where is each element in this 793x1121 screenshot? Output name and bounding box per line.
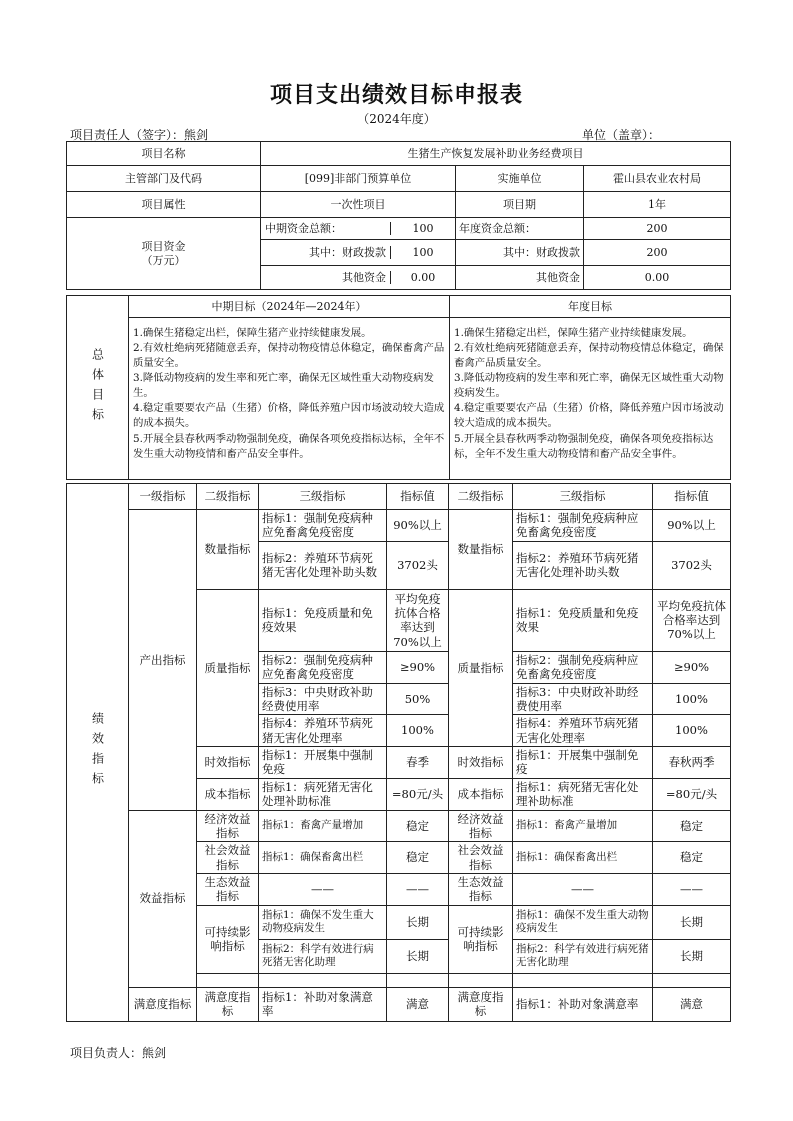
eco-r: ——: [513, 874, 653, 906]
funds-label-cell: [67, 218, 261, 290]
project-name-2: 生猪生产恢复发展补助业务经费项目: [261, 142, 731, 166]
dept-value-2: [099]非部门预算单位: [261, 166, 456, 192]
eco-rv: ——: [653, 874, 731, 906]
mid-fiscal-label: 其中：财政拨款: [309, 245, 386, 259]
eco-lv: ——: [387, 874, 449, 906]
year-goal-header: 年度目标: [450, 296, 731, 318]
su1-r: 指标1：确保不发生重大动物疫病发生: [513, 905, 653, 939]
ql3-rv: 100%: [653, 683, 731, 715]
sustain-label-l: 可持续影响指标: [197, 905, 259, 973]
year-fiscal: 200: [584, 240, 731, 266]
project-leader: 项目负责人：熊剑: [70, 1046, 167, 1060]
sustain-label-r: 可持续影响指标: [449, 905, 513, 973]
info-table-2: [66, 141, 731, 290]
timeliness-label-r: 时效指标: [449, 747, 513, 779]
t1-l: 指标1：开展集中强制免疫: [259, 747, 387, 779]
s1-rv: 稳定: [653, 842, 731, 874]
ql3-r: 指标3：中央财政补助经费使用率: [513, 683, 653, 715]
economic-label-l: 经济效益指标: [197, 810, 259, 842]
eco-l: ——: [259, 874, 387, 906]
project-name-label-2: 项目名称: [67, 142, 261, 166]
quantity-label-r: 数量指标: [449, 510, 513, 590]
cost-label-r: 成本指标: [449, 778, 513, 810]
c1-lv: =80元/头: [387, 778, 449, 810]
ql1-r: 指标1：免疫质量和免疫效果: [513, 589, 653, 651]
q1-rv: 90%以上: [653, 510, 731, 542]
q1-lv: 90%以上: [387, 510, 449, 542]
goals-side-label: 总体目标: [67, 296, 129, 480]
year-other: 0.00: [584, 266, 731, 290]
attr-value-2: 一次性项目: [261, 192, 456, 218]
ql3-l: 指标3：中央财政补助经费使用率: [259, 683, 387, 715]
ecological-label-r: 生态效益指标: [449, 874, 513, 906]
page-title: 项目支出绩效目标申报表: [269, 82, 523, 108]
ql1-l: 指标1：免疫质量和免疫效果: [259, 589, 387, 651]
attr-label-2: 项目属性: [67, 192, 261, 218]
period-label: 项目期: [456, 192, 584, 218]
h-level1: 一级指标: [129, 484, 197, 510]
satisfaction-label-r: 满意度指标: [449, 987, 513, 1021]
c1-r: 指标1：病死猪无害化处理补助标准: [513, 778, 653, 810]
e1-r: 指标1：畜禽产量增加: [513, 810, 653, 842]
benefit-label: 效益指标: [129, 810, 197, 987]
su2-l: 指标2：科学有效进行病死猪无害化助理: [259, 939, 387, 973]
social-label-r: 社会效益指标: [449, 842, 513, 874]
ql2-l: 指标2：强制免疫病种应免畜禽免疫密度: [259, 651, 387, 683]
timeliness-label-l: 时效指标: [197, 747, 259, 779]
su1-l: 指标1：确保不发生重大动物疫病发生: [259, 905, 387, 939]
s1-lv: 稳定: [387, 842, 449, 874]
funds-unit: （万元）: [141, 253, 186, 267]
year-other-label: 其他资金: [456, 266, 584, 290]
ql2-r: 指标2：强制免疫病种应免畜禽免疫密度: [513, 651, 653, 683]
s1-l: 指标1：确保畜禽出栏: [259, 842, 387, 874]
h-level3-r: 三级指标: [513, 484, 653, 510]
sa1-rv: 满意: [653, 987, 731, 1021]
su2-lv: 长期: [387, 939, 449, 973]
ql3-lv: 50%: [387, 683, 449, 715]
s1-r: 指标1：确保畜禽出栏: [513, 842, 653, 874]
report-year: （2024年度）: [357, 112, 436, 126]
mid-other-label: 其他资金: [342, 270, 386, 284]
cost-label-l: 成本指标: [197, 778, 259, 810]
perf-side-label: 绩效指标: [67, 484, 129, 1022]
output-label: 产出指标: [129, 510, 197, 811]
satisfaction-level1: 满意度指标: [129, 987, 197, 1021]
quality-label-l: 质量指标: [197, 589, 259, 746]
q1-l: 指标1：强制免疫病种应免畜禽免疫密度: [259, 510, 387, 542]
year-goal-text: 1.确保生猪稳定出栏，保障生猪产业持续健康发展。 2.有效杜绝病死猪随意丢弃，保持动物疫情总体稳定，确保畜禽产品质量安全。 3.降低动物疫病的发生率和死亡率，确保无区域性重大动物疫病发生。 4.稳定重要要农产品（生猪）价格，降低养殖户因市场波动较大造成的成本损失。 5.开展全县春秋两季动物强制免疫，确保各项免疫指标达标，全年不发生重大动物疫情和畜产品安全事件。: [450, 318, 731, 480]
ql1-lv: 平均免疫抗体合格率达到70%以上: [387, 589, 449, 651]
h-value-r: 指标值: [653, 484, 731, 510]
q2-lv: 3702头: [387, 541, 449, 589]
q1-r: 指标1：强制免疫病种应免畜禽免疫密度: [513, 510, 653, 542]
ql4-lv: 100%: [387, 715, 449, 747]
mid-total-label: 中期资金总额：: [265, 221, 342, 235]
dept-label-2: 主管部门及代码: [67, 166, 261, 192]
unit-seal-label: 单位（盖章）：: [582, 128, 661, 142]
t1-r: 指标1：开展集中强制免疫: [513, 747, 653, 779]
sa1-l: 指标1：补助对象满意率: [259, 987, 387, 1021]
ql2-lv: ≥90%: [387, 651, 449, 683]
c1-rv: =80元/头: [653, 778, 731, 810]
su1-lv: 长期: [387, 905, 449, 939]
satisfaction-label-l: 满意度指标: [197, 987, 259, 1021]
economic-label-r: 经济效益指标: [449, 810, 513, 842]
su2-r: 指标2：科学有效进行病死猪无害化助理: [513, 939, 653, 973]
goals-table: [66, 295, 731, 480]
period-value-2: 1年: [584, 192, 731, 218]
mid-fiscal: 100: [390, 246, 455, 260]
year-total: 200: [584, 218, 731, 240]
t1-lv: 春季: [387, 747, 449, 779]
e1-l: 指标1：畜禽产量增加: [259, 810, 387, 842]
perf-table: [66, 483, 731, 1022]
q2-l: 指标2：养殖环节病死猪无害化处理补助头数: [259, 541, 387, 589]
ql4-rv: 100%: [653, 715, 731, 747]
sa1-r: 指标1：补助对象满意率: [513, 987, 653, 1021]
mid-other: 0.00: [390, 271, 455, 285]
h-level2-l: 二级指标: [197, 484, 259, 510]
social-label-l: 社会效益指标: [197, 842, 259, 874]
h-level3-l: 三级指标: [259, 484, 387, 510]
ql4-l: 指标4：养殖环节病死猪无害化处理率: [259, 715, 387, 747]
sa1-lv: 满意: [387, 987, 449, 1021]
ql1-rv: 平均免疫抗体合格率达到70%以上: [653, 589, 731, 651]
c1-l: 指标1：病死猪无害化处理补助标准: [259, 778, 387, 810]
ql2-rv: ≥90%: [653, 651, 731, 683]
funds-label: 项目资金: [141, 239, 186, 253]
quality-label-r: 质量指标: [449, 589, 513, 746]
year-total-label: 年度资金总额：: [456, 218, 584, 240]
ql4-r: 指标4：养殖环节病死猪无害化处理率: [513, 715, 653, 747]
impl-label: 实施单位: [456, 166, 584, 192]
mid-goal-header: 中期目标（2024年—2024年）: [129, 296, 450, 318]
e1-rv: 稳定: [653, 810, 731, 842]
mid-total: 100: [390, 222, 455, 236]
mid-goal-text: 1.确保生猪稳定出栏，保障生猪产业持续健康发展。 2.有效杜绝病死猪随意丢弃，保持动物疫情总体稳定，确保畜禽产品质量安全。 3.降低动物疫病的发生率和死亡率，确保无区域性重大动物疫病发生。 4.稳定重要要农产品（生猪）价格，降低养殖户因市场波动较大造成的成本损失。 5.开展全县春秋两季动物强制免疫，确保各项免疫指标达标，全年不发生重大动物疫情和畜产品安全事件。: [129, 318, 450, 480]
q2-rv: 3702头: [653, 541, 731, 589]
q2-r: 指标2：养殖环节病死猪无害化处理补助头数: [513, 541, 653, 589]
project-responsible: 项目责任人（签字）：熊剑: [70, 128, 209, 142]
ecological-label-l: 生态效益指标: [197, 874, 259, 906]
quantity-label-l: 数量指标: [197, 510, 259, 590]
su2-rv: 长期: [653, 939, 731, 973]
impl-value-2: 霍山县农业农村局: [584, 166, 731, 192]
t1-rv: 春秋两季: [653, 747, 731, 779]
e1-lv: 稳定: [387, 810, 449, 842]
h-value-l: 指标值: [387, 484, 449, 510]
year-fiscal-label: 其中：财政拨款: [456, 240, 584, 266]
h-level2-r: 二级指标: [449, 484, 513, 510]
su1-rv: 长期: [653, 905, 731, 939]
